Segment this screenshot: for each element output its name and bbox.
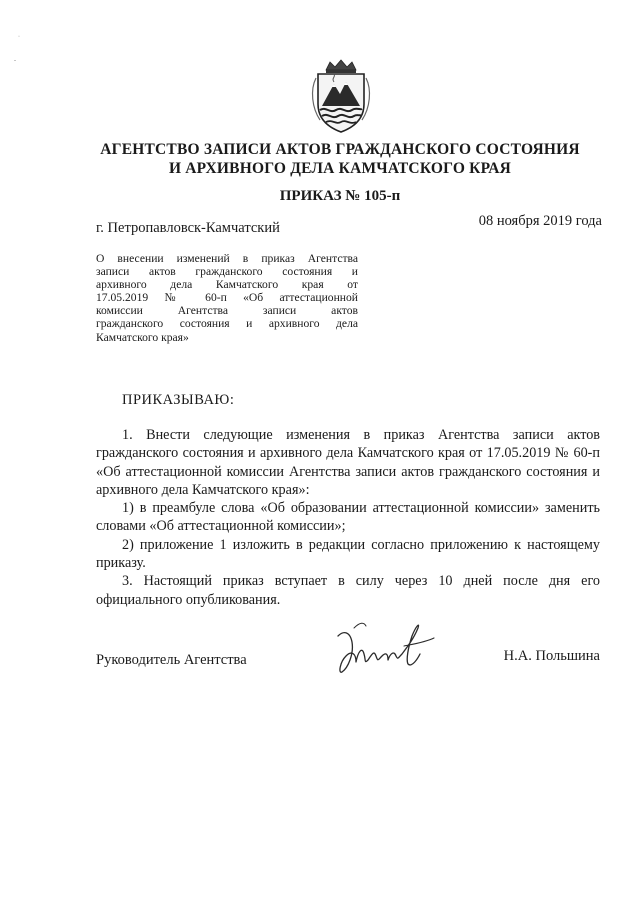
order-word: ПРИКАЗЫВАЮ: xyxy=(122,392,235,408)
organization-title xyxy=(60,140,620,178)
body-paragraph: 3. Настоящий приказ вступает в силу через 10 дней после дня его официального опубликования. xyxy=(96,573,600,608)
subject-line: комиссии Агентства записи актов xyxy=(96,304,358,318)
body-paragraph: 2) приложение 1 изложить в редакции согласно приложению к настоящему приказу. xyxy=(96,536,600,572)
organization-title-line-2: И АРХИВНОГО ДЕЛА КАМЧАТСКОГО КРАЯ xyxy=(168,160,512,177)
body-paragraph: 1. Внести следующие изменения в приказ Агентства записи актов гражданского состояния и архивного дела Камчатского края от 17.05.2019 № 60-п «Об аттестационной комиссии Агентства записи актов гражданского состояния и архивного дела Камчатского края»: xyxy=(96,427,600,498)
scan-speck: - xyxy=(14,58,16,64)
subject-line: архивного дела Камчатского края от xyxy=(96,278,358,292)
scan-speck: · xyxy=(18,34,20,40)
city: г. Петропавловск-Камчатский xyxy=(96,220,280,236)
subject-line: записи актов гражданского состояния и xyxy=(96,265,358,279)
body-paragraph: 1) в преамбуле слова «Об образовании аттестационной комиссии» заменить словами «Об аттестационной комиссии»; xyxy=(96,500,600,535)
subject-line: гражданского состояния и архивного дела xyxy=(96,317,358,331)
order-body xyxy=(96,426,600,609)
subject-line: 17.05.2019 № 60-п «Об аттестационной xyxy=(96,291,358,305)
handwritten-signature xyxy=(334,616,440,678)
kamchatka-coat-of-arms-icon xyxy=(304,58,378,134)
signatory-position: Руководитель Агентства xyxy=(96,652,247,668)
signatory-name: Н.А. Польшина xyxy=(503,648,600,664)
subject-line: О внесении изменений в приказ Агентства xyxy=(96,252,358,265)
order-title: ПРИКАЗ № 105-п xyxy=(279,188,401,204)
order-date: 08 ноября 2019 года xyxy=(478,213,602,229)
organization-title-line-1: АГЕНТСТВО ЗАПИСИ АКТОВ ГРАЖДАНСКОГО СОСТОЯНИЯ xyxy=(100,141,580,158)
subject-line: Камчатского края» xyxy=(96,330,189,344)
order-subject xyxy=(96,252,358,344)
